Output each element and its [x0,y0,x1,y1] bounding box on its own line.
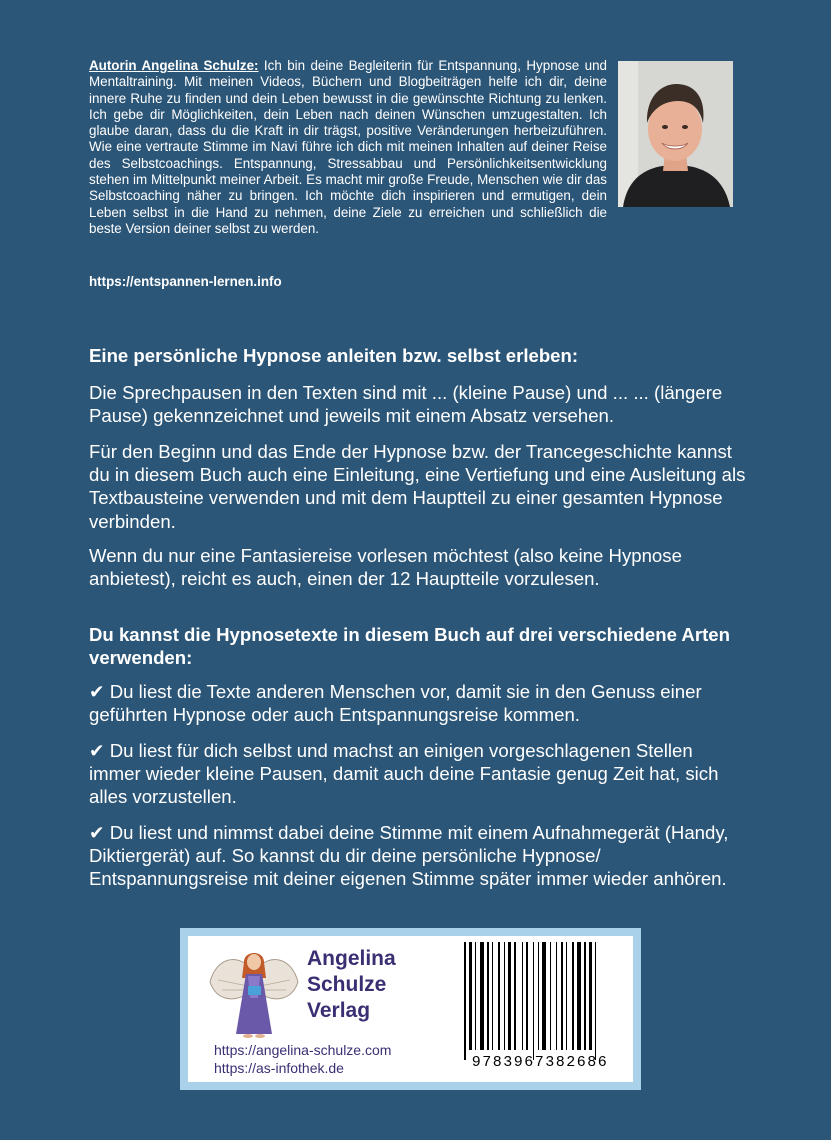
publisher-name-line-2: Schulze [307,973,387,996]
section2-heading: Du kannst die Hypnosetexte in diesem Buch auf drei verschiedene Arten verwenden: [89,624,730,669]
barcode-bar [492,942,493,1050]
barcode-bar [464,942,466,1060]
barcode-bar [533,942,534,1060]
barcode-bar [566,942,567,1050]
usage-item-1: ✔ Du liest die Texte anderen Menschen vor, damit sie in den Genuss einer geführten Hypnose oder auch Entspannungsreise kommen. [89,681,702,726]
publisher-name-line-3: Verlag [307,999,371,1022]
section1-paragraph-2: Für den Beginn und das Ende der Hypnose bzw. der Trancegeschichte kannst du in diesem Buch auch eine Einleitung, eine Vertiefung und eine Ausleitung als Textbausteine verwenden und mit dem Hauptteil zu einer gesamten Hypnose verbinden. [89,441,746,532]
author-photo [618,61,733,207]
barcode-bar [589,942,592,1050]
barcode-bar [475,942,476,1050]
publisher-name [307,946,396,1024]
section1-heading: Eine persönliche Hypnose anleiten bzw. selbst erleben: [89,345,579,366]
barcode-bar [577,942,581,1050]
publisher-url-2[interactable]: https://as-infothek.de [214,1060,344,1076]
publisher-url-1[interactable]: https://angelina-schulze.com [214,1042,392,1058]
publisher-name-line-1: Angelina [307,947,396,970]
publisher-box [180,928,641,1090]
author-website[interactable]: https://entspannen-lernen.info [89,274,282,289]
barcode-bar [469,942,472,1050]
barcode-bar [526,942,528,1050]
barcode-bar [480,942,484,1050]
barcode-bar [561,942,563,1050]
barcode [462,942,624,1070]
usage-item-2: ✔ Du liest für dich selbst und machst an einigen vorgeschlagenen Stellen immer wieder kleine Pausen, damit auch deine Fantasie genug Zeit hat, sich alles vorzustellen. [89,740,719,808]
barcode-bar [538,942,539,1050]
author-label: Autorin Angelina Schulze: [89,58,259,73]
isbn-number: 9783967382686 [471,1054,609,1071]
barcode-bar [550,942,551,1050]
section1-paragraph-3: Wenn du nur eine Fantasiereise vorlesen möchtest (also keine Hypnose anbietest), reicht es auch, einen der 12 Hauptteile vorzulesen. [89,545,682,590]
barcode-bar [504,942,505,1050]
barcode-bar [522,942,523,1050]
barcode-bar [556,942,557,1050]
barcode-bar [514,942,516,1050]
barcode-bar [487,942,489,1050]
barcode-bar [542,942,546,1050]
barcode-bar [572,942,574,1050]
author-bio-text: Ich bin deine Begleiterin für Entspannung, Hypnose und Mentaltraining. Mit meinen Videos, Büchern und Blogbeiträgen helfe ich dir, deine innere Ruhe zu finden und dein Leben bewusst in die gewünschte Richtung zu lenken. Ich gebe dir Möglichkeiten, dein Leben nach deinen Wünschen umzugestalten. Ich glaube daran, dass du die Kraft in dir trägst, positive Veränderungen herbeizuführen. Wie eine vertraute Stimme im Navi führe ich dich mit meinen Inhalten auf deiner Reise des Selbstcoachings. Entspannung, Stressabbau und Persönlichkeitsentwicklung stehen im Mittelpunkt meiner Arbeit. Es macht mir große Freude, Menschen wie dir das Selbstcoaching näher zu bringen. Ich möchte dich inspirieren und ermutigen, dein Leben selbst in die Hand zu nehmen, deine Ziele zu erreichen und schließlich die beste Version deiner selbst zu werden. [89,58,607,236]
barcode-bar [508,942,511,1050]
angel-logo-icon [208,942,300,1042]
barcode-bar [584,942,586,1050]
usage-item-3: ✔ Du liest und nimmst dabei deine Stimme mit einem Aufnahmegerät (Handy, Diktiergerät) auf. So kannst du dir deine persönliche Hypnose/ Entspannungsreise mit deiner eigenen Stimme später immer wieder anhören. [89,822,729,890]
author-bio [89,58,607,237]
barcode-bar [498,942,500,1050]
section1-paragraph-1: Die Sprechpausen in den Texten sind mit ... (kleine Pause) und ... ... (längere Pause) gekennzeichnet und jeweils mit einem Absatz versehen. [89,382,723,427]
barcode-bar [595,942,596,1060]
publisher-box-inner [188,936,633,1082]
